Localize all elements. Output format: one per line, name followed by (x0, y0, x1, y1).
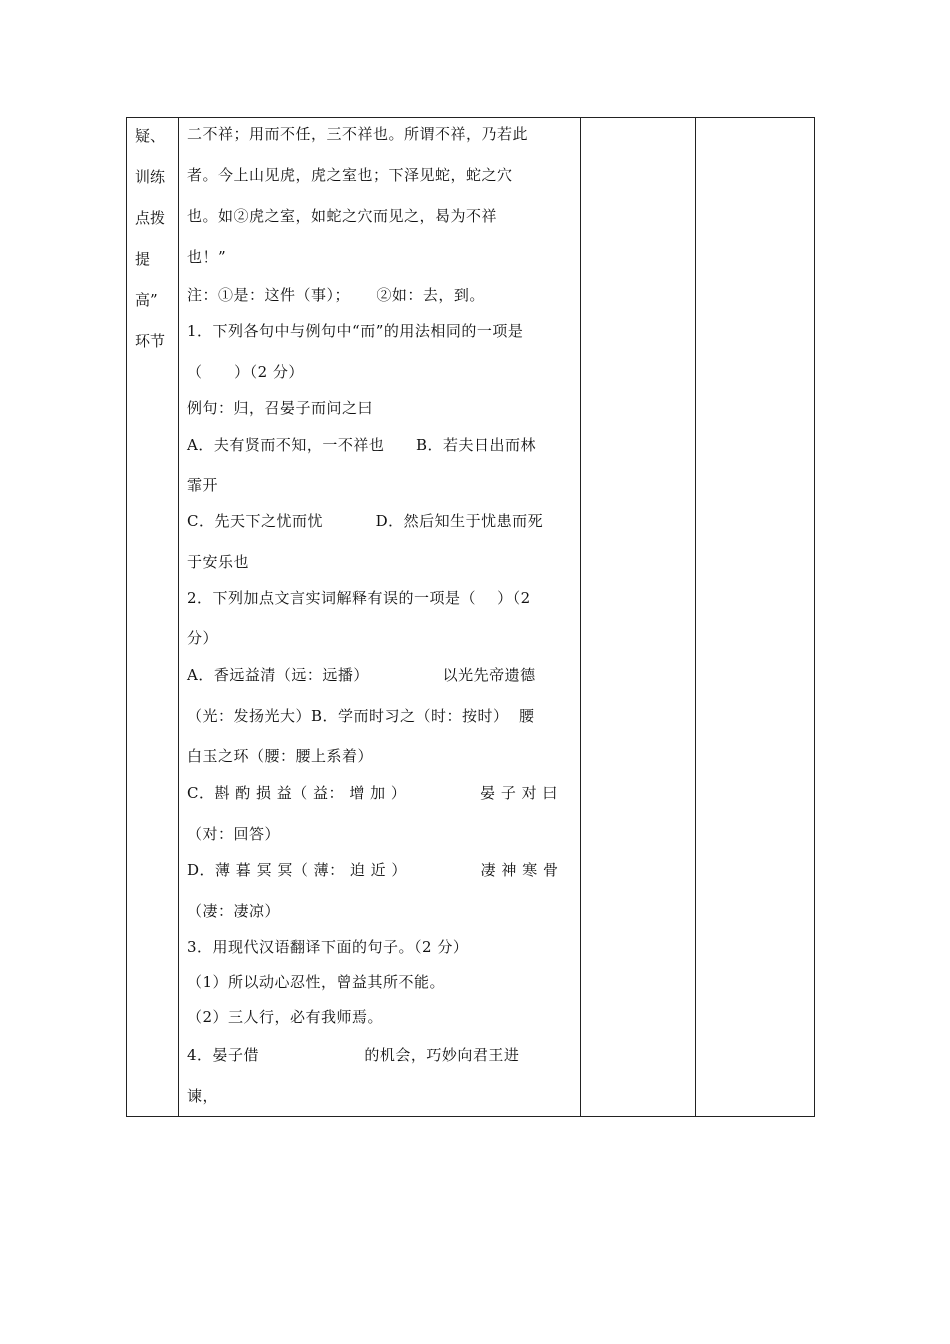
column-divider (580, 118, 581, 1116)
text-line: （光：发扬光大）B．学而时习之（时：按时） 腰 (187, 707, 535, 725)
text-line: 二不祥；用而不任，三不祥也。所谓不祥，乃若此 (187, 125, 529, 143)
option-line: D．薄 暮 冥 冥（ 薄： 迫 近 ） 凄 神 寒 骨 (187, 861, 559, 879)
option-line: A．香远益清（远：远播） 以光先帝遗德 (187, 666, 536, 684)
section-label-line: 训练 (135, 168, 166, 186)
option-line: C．斟 酌 损 益（ 益： 增 加 ） 晏 子 对 曰 (187, 784, 558, 802)
section-label-line: 疑、 (135, 127, 166, 145)
section-label-line: 高” (135, 291, 158, 309)
text-line: （1）所以动心忍性，曾益其所不能。 (187, 973, 446, 991)
text-line: 也。如②虎之室，如蛇之穴而见之，曷为不祥 (187, 207, 498, 225)
option-line: A．夫有贤而不知，一不祥也 B．若夫日出而林 (187, 436, 536, 454)
text-line: 霏开 (187, 476, 219, 494)
lesson-table (126, 117, 815, 1117)
text-line: （2）三人行，必有我师焉。 (187, 1008, 384, 1026)
text-line: 者。今上山见虎，虎之室也；下泽见蛇，蛇之穴 (187, 166, 513, 184)
text-line: （凄：凄凉） (187, 902, 281, 920)
section-label-line: 点拨 (135, 209, 166, 227)
section-label-line: 环节 (135, 332, 166, 350)
text-line: 白玉之环（腰：腰上系着） (187, 747, 374, 765)
question-4: 4．晏子借 的机会，巧妙向君王进 (187, 1046, 520, 1064)
text-line: （ ）（2 分） (187, 363, 304, 381)
question-2: 2．下列加点文言实词解释有误的一项是（ ）（2 (187, 589, 531, 607)
text-line: 也！” (187, 248, 227, 266)
column-divider (178, 118, 179, 1116)
option-line: C．先天下之忧而忧 D．然后知生于忧患而死 (187, 512, 544, 530)
question-3: 3．用现代汉语翻译下面的句子。（2 分） (187, 938, 469, 956)
column-divider (695, 118, 696, 1116)
section-label-line: 提 (135, 250, 151, 268)
text-line: 注：①是：这件（事）； ②如：去，到。 (187, 286, 485, 304)
text-line: 分） (187, 629, 219, 647)
text-line: 谏， (187, 1087, 219, 1105)
text-line: 于安乐也 (187, 553, 250, 571)
text-line: 例句：归，召晏子而问之曰 (187, 399, 374, 417)
text-line: （对：回答） (187, 825, 281, 843)
question-1: 1．下列各句中与例句中“而”的用法相同的一项是 (187, 322, 524, 340)
